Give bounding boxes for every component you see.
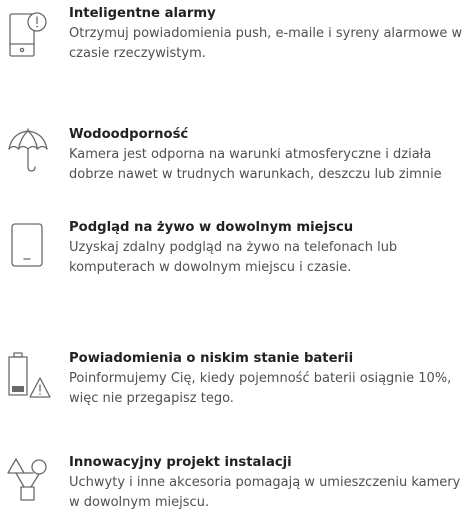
feature-description: Kamera jest odporna na warunki atmosferyczne i działa dobrze nawet w trudnych warunkach, deszczu lub zimnie [69, 147, 442, 182]
feature-text [69, 125, 470, 185]
feature-text [69, 218, 470, 278]
umbrella-icon [6, 127, 50, 175]
feature-text [69, 453, 470, 513]
feature-text [69, 4, 470, 64]
feature-title: Podgląd na żywo w dowolnym miejscu [69, 220, 354, 235]
feature-title: Wodoodporność [69, 127, 189, 142]
feature-description: Poinformujemy Cię, kiedy pojemność baterii osiągnie 10%, więc nie przegapisz tego. [69, 371, 452, 406]
feature-title: Inteligentne alarmy [69, 6, 216, 21]
feature-description: Otrzymuj powiadomienia push, e-maile i syreny alarmowe w czasie rzeczywistym. [69, 26, 463, 61]
phone-alert-icon [6, 10, 50, 58]
low-battery-warning-icon [6, 353, 50, 401]
tablet-icon [6, 222, 50, 270]
feature-title: Innowacyjny projekt instalacji [69, 455, 292, 470]
feature-text [69, 349, 470, 409]
shapes-install-icon [6, 457, 50, 505]
feature-description: Uchwyty i inne akcesoria pomagają w umieszczeniu kamery w dowolnym miejscu. [69, 475, 461, 510]
feature-description: Uzyskaj zdalny podgląd na żywo na telefonach lub komputerach w dowolnym miejscu i czasie. [69, 240, 398, 275]
feature-title: Powiadomienia o niskim stanie baterii [69, 351, 354, 366]
